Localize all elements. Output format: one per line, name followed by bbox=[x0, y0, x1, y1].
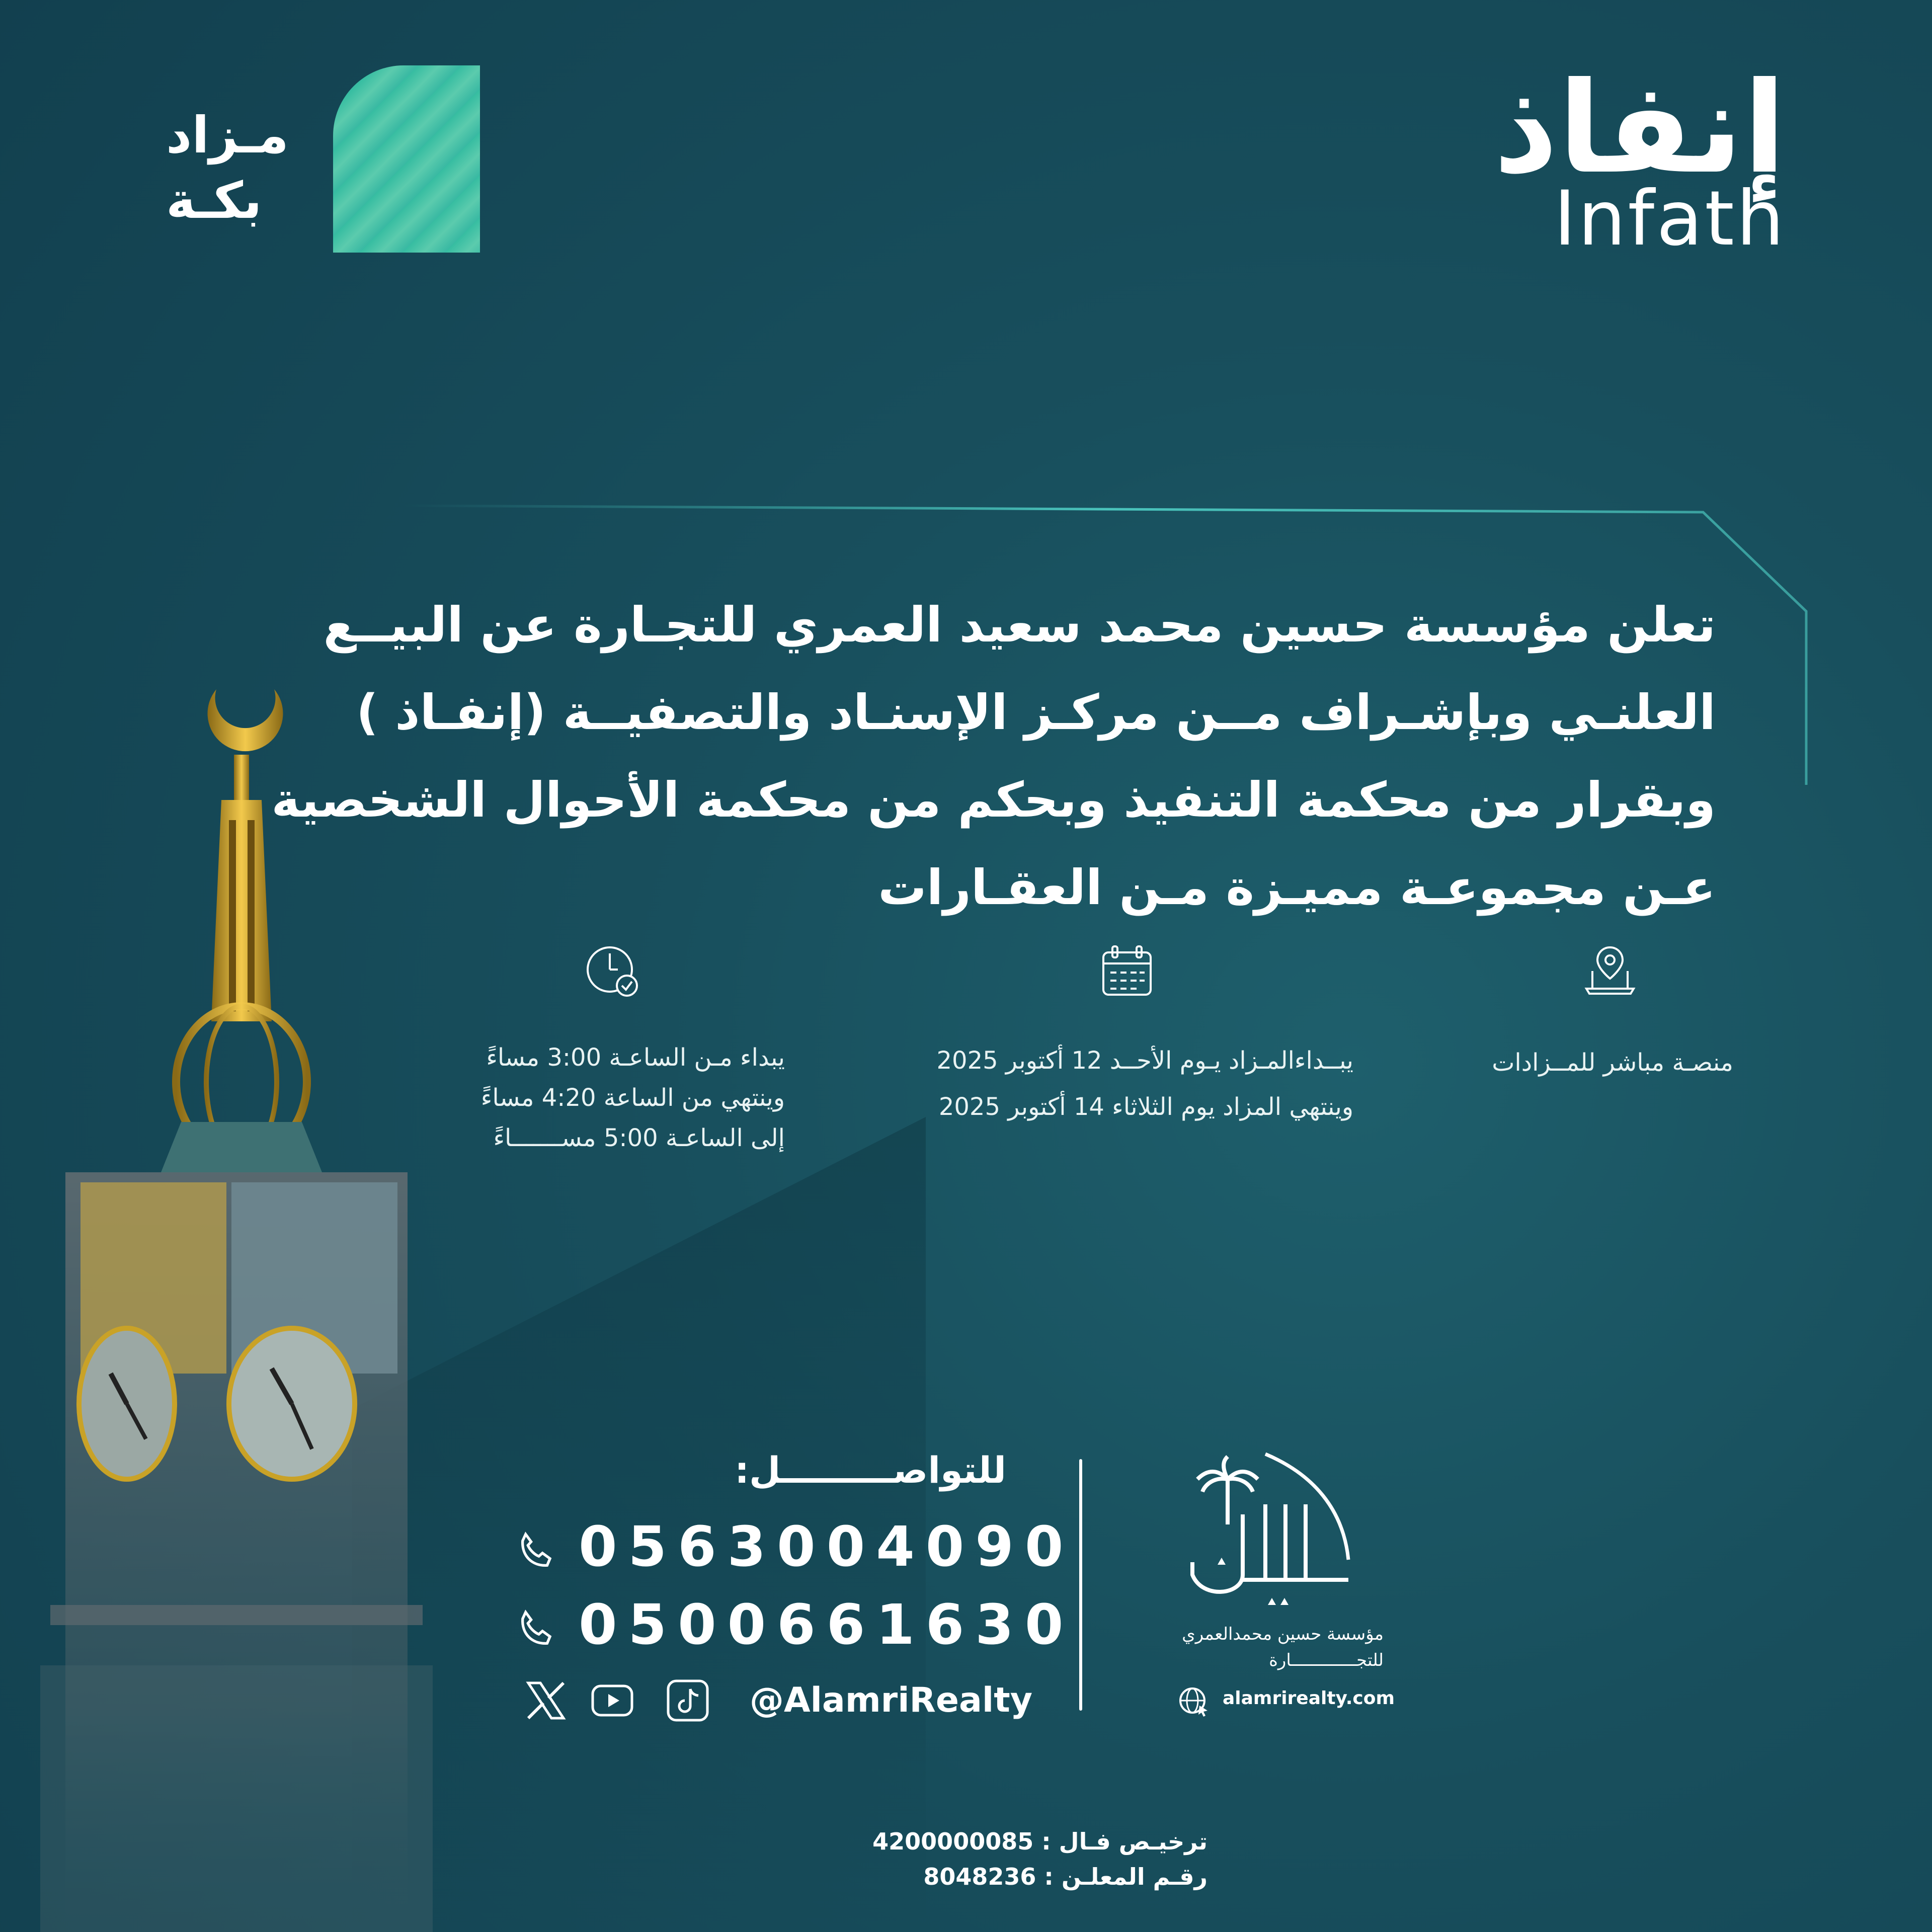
divider bbox=[1079, 1459, 1082, 1711]
phone-number-2[interactable]: 0500661630 bbox=[579, 1592, 1075, 1657]
infath-logo-arabic: إنفاذ bbox=[1493, 55, 1786, 201]
mazad-logo-line1: مـزاد bbox=[166, 106, 289, 165]
globe-icon bbox=[1177, 1685, 1210, 1718]
announcement-line: تعلن مؤسسة حسين محمد سعيد العمري للتجـارة عن البيــع bbox=[323, 597, 1716, 653]
phone-icon bbox=[513, 1607, 558, 1653]
start-time: يبداء مـن الساعـة 3:00 مساءً bbox=[486, 1043, 785, 1072]
announcement bbox=[271, 581, 1716, 931]
license-info bbox=[855, 1824, 1208, 1894]
website-link[interactable]: alamrirealty.com bbox=[1223, 1688, 1395, 1709]
platform-text: منصـة مباشر للمــزادات bbox=[1492, 1049, 1733, 1077]
phone-icon bbox=[513, 1530, 558, 1575]
clock-check-icon bbox=[584, 943, 639, 999]
company-name-line1: مؤسسة حسين محمدالعمري bbox=[1182, 1624, 1384, 1644]
announcement-line: عـن مجموعـة مميـزة مـن العقـارات bbox=[878, 859, 1716, 916]
end-time-from: وينتهي من الساعة 4:20 مساءً bbox=[480, 1084, 785, 1112]
auction-start-date: يبــداءالمـزاد يـوم الأحــد 12 أكتوبر 2025 bbox=[936, 1046, 1353, 1075]
announcement-line: وبقرار من محكمة التنفيذ وبحكم من محكمة الأحوال الشخصية bbox=[271, 772, 1716, 828]
social-handle[interactable]: @AlamriRealty bbox=[750, 1680, 1033, 1720]
advertiser-number: رقـم المعلـن : 8048236 bbox=[923, 1863, 1208, 1890]
company-logo bbox=[1177, 1449, 1394, 1620]
fal-license: ترخيـص فـال : 4200000085 bbox=[872, 1828, 1208, 1855]
phone-number-1[interactable]: 0563004090 bbox=[579, 1514, 1075, 1579]
times-text bbox=[481, 1037, 785, 1158]
calendar-icon bbox=[1099, 943, 1155, 999]
company-name bbox=[1172, 1621, 1384, 1673]
mazad-logo-line2: بكـة bbox=[166, 171, 262, 230]
contact-title: للتواصـــــــــل: bbox=[735, 1449, 1006, 1491]
infath-logo-english: Infath bbox=[1554, 175, 1786, 263]
laptop-location-icon bbox=[1582, 943, 1638, 999]
announcement-line: العلنـي وبإشـراف مــن مركـز الإسنـاد والتصفيــة (إنفـاذ ) bbox=[356, 684, 1716, 741]
crescent-icon bbox=[207, 689, 283, 751]
mazad-logo-tile bbox=[333, 65, 480, 253]
company-name-line2: للتجـــــــــــــارة bbox=[1269, 1650, 1384, 1670]
youtube-icon[interactable] bbox=[590, 1678, 635, 1723]
x-icon[interactable] bbox=[523, 1678, 569, 1723]
tiktok-icon[interactable] bbox=[665, 1678, 710, 1723]
dates-text bbox=[936, 1040, 1353, 1127]
end-time-to: إلى الساعـة 5:00 مســـــــاءً bbox=[493, 1124, 785, 1152]
auction-end-date: وينتهي المزاد يوم الثلاثاء 14 أكتوبر 2025 bbox=[938, 1093, 1353, 1121]
